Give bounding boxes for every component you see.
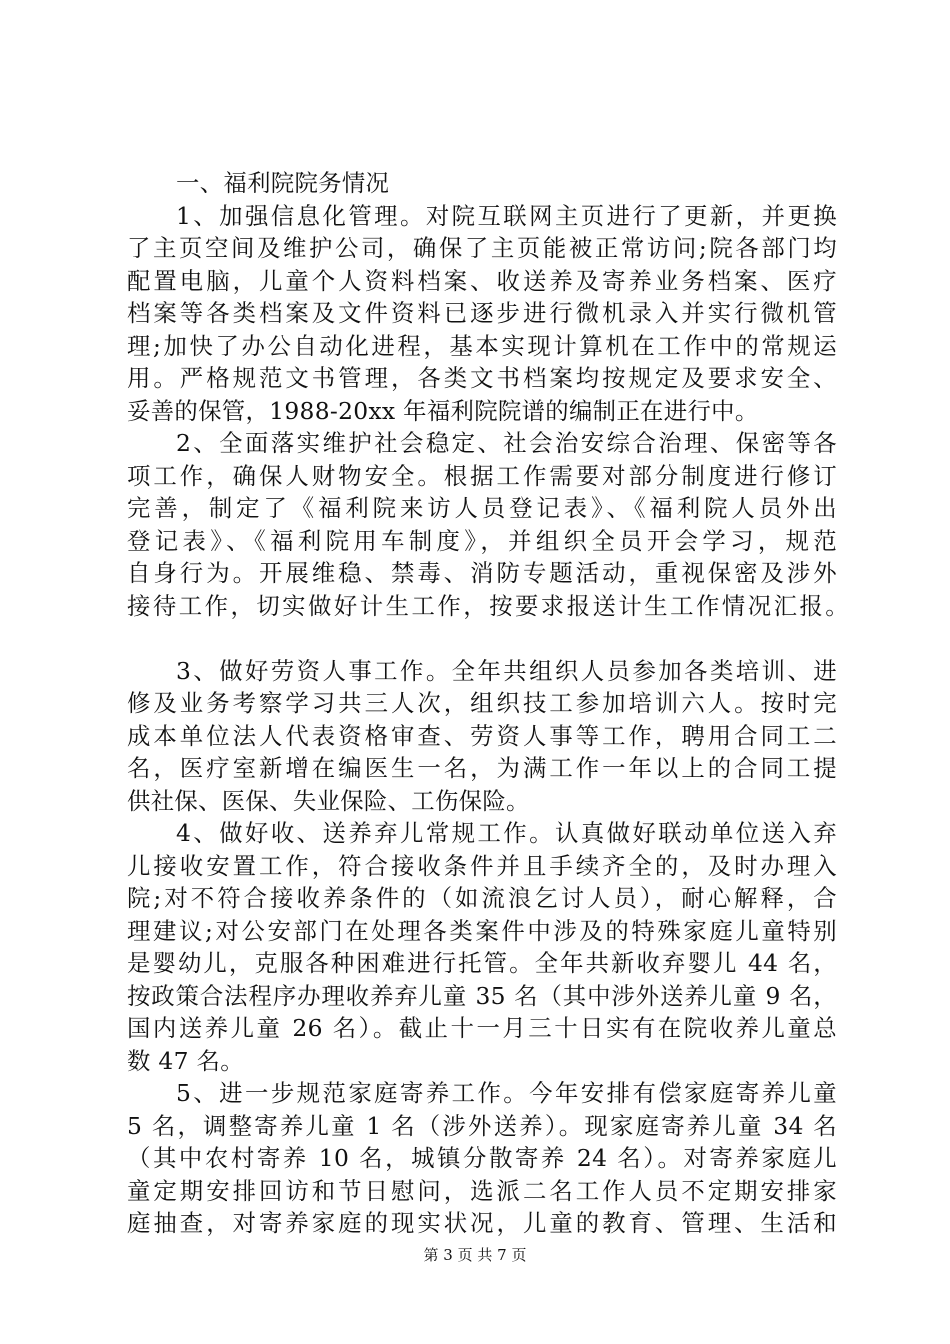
page-number-footer: 第 3 页 共 7 页 [423, 1246, 527, 1264]
paragraph-line: 童定期安排回访和节日慰问，选派二名工作人员不定期安排家 [127, 1177, 837, 1205]
paragraph-line: 按政策合法程序办理收养弃儿童 35 名（其中涉外送养儿童 9 名， [127, 982, 837, 1010]
paragraph-line: 供社保、医保、失业保险、工伤保险。 [127, 787, 530, 815]
paragraph-line: 用。严格规范文书管理，各类文书档案均按规定及要求安全、 [127, 364, 837, 392]
section-heading: 一、福利院院务情况 [176, 169, 390, 197]
paragraph-line: 庭抽查，对寄养家庭的现实状况，儿童的教育、管理、生活和 [127, 1209, 837, 1237]
paragraph-line: 2、全面落实维护社会稳定、社会治安综合治理、保密等各 [176, 429, 837, 457]
paragraph-line: 院;对不符合接收养条件的（如流浪乞讨人员），耐心解释，合 [127, 884, 837, 912]
paragraph-line: 接待工作，切实做好计生工作，按要求报送计生工作情况汇报。 [127, 592, 849, 620]
paragraph-line: 修及业务考察学习共三人次，组织技工参加培训六人。按时完 [127, 689, 837, 717]
paragraph-line: 成本单位法人代表资格审查、劳资人事等工作，聘用合同工二 [127, 722, 837, 750]
paragraph-line: 理;加快了办公自动化进程，基本实现计算机在工作中的常规运 [127, 332, 837, 360]
paragraph-line: 3、做好劳资人事工作。全年共组织人员参加各类培训、进 [176, 657, 837, 685]
paragraph-line: 自身行为。开展维稳、禁毒、消防专题活动，重视保密及涉外 [127, 559, 837, 587]
paragraph-line: （其中农村寄养 10 名，城镇分散寄养 24 名）。对寄养家庭儿 [127, 1144, 837, 1172]
paragraph-line: 完善，制定了《福利院来访人员登记表》、《福利院人员外出 [127, 494, 837, 522]
paragraph-line: 了主页空间及维护公司，确保了主页能被正常访问;院各部门均 [127, 234, 837, 262]
paragraph-line: 1、加强信息化管理。对院互联网主页进行了更新，并更换 [176, 202, 837, 230]
paragraph-line: 5、进一步规范家庭寄养工作。今年安排有偿家庭寄养儿童 [176, 1079, 837, 1107]
paragraph-line: 数 47 名。 [127, 1047, 244, 1075]
paragraph-line: 儿接收安置工作，符合接收条件并且手续齐全的，及时办理入 [127, 852, 837, 880]
paragraph-line: 理建议;对公安部门在处理各类案件中涉及的特殊家庭儿童特别 [127, 917, 837, 945]
paragraph-line: 5 名，调整寄养儿童 1 名（涉外送养）。现家庭寄养儿童 34 名 [127, 1112, 837, 1140]
paragraph-line: 是婴幼儿，克服各种困难进行托管。全年共新收弃婴儿 44 名， [127, 949, 837, 977]
paragraph-line: 妥善的保管，1988-20xx 年福利院院谱的编制正在进行中。 [127, 397, 759, 425]
paragraph-line: 名，医疗室新增在编医生一名，为满工作一年以上的合同工提 [127, 754, 837, 782]
paragraph-line: 国内送养儿童 26 名）。截止十一月三十日实有在院收养儿童总 [127, 1014, 837, 1042]
paragraph-line: 4、做好收、送养弃儿常规工作。认真做好联动单位送入弃 [176, 819, 837, 847]
paragraph-line: 档案等各类档案及文件资料已逐步进行微机录入并实行微机管 [127, 299, 837, 327]
paragraph-line: 登记表》、《福利院用车制度》，并组织全员开会学习，规范 [127, 527, 837, 555]
paragraph-line: 项工作，确保人财物安全。根据工作需要对部分制度进行修订 [127, 462, 837, 490]
paragraph-line: 配置电脑，儿童个人资料档案、收送养及寄养业务档案、医疗 [127, 267, 837, 295]
